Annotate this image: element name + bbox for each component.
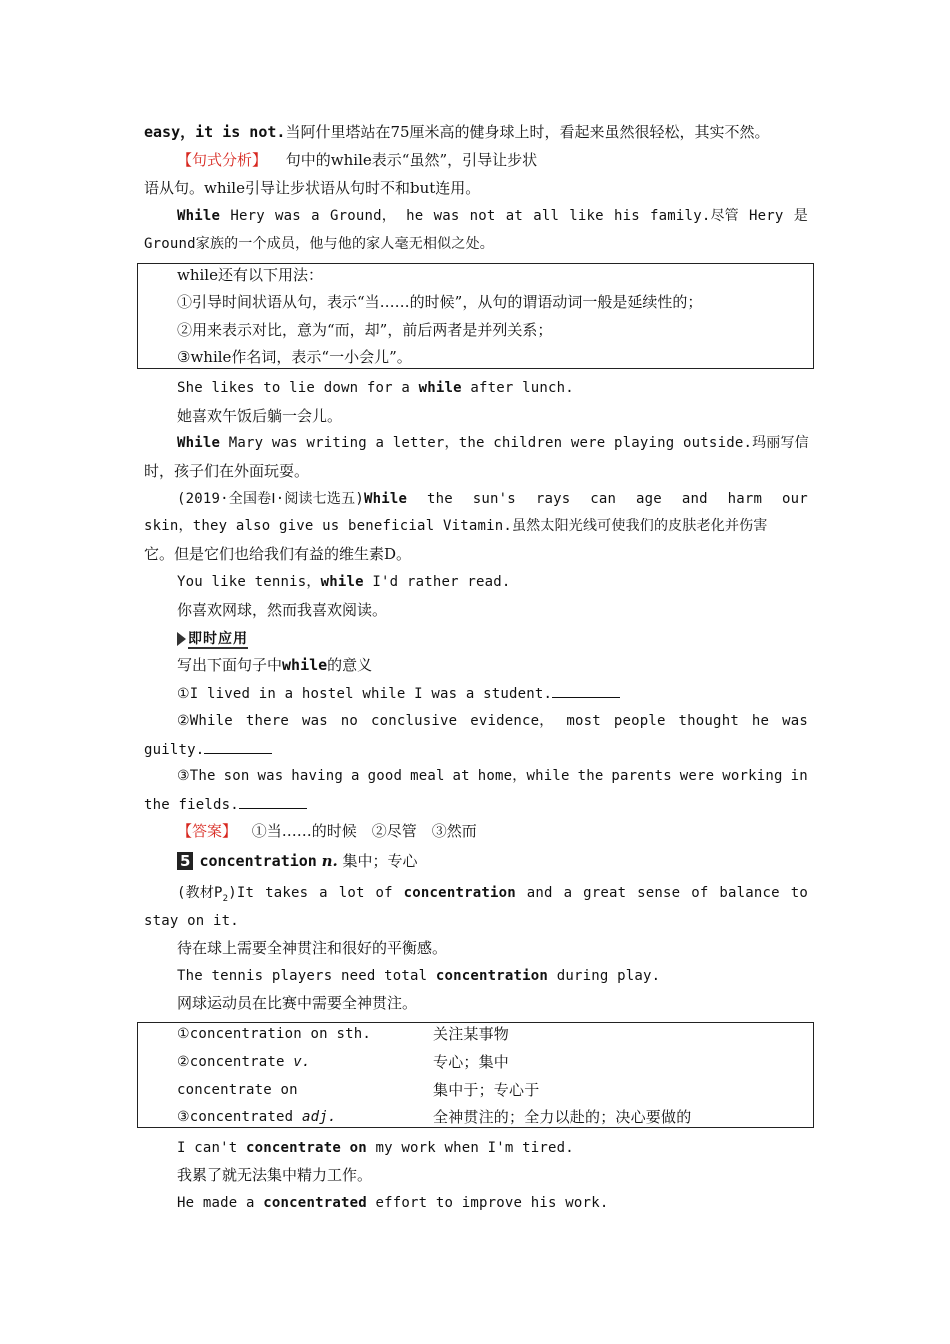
section-label: 【句式分析】 xyxy=(177,151,268,169)
text-line: 语从句。while引导让步状语从句时不和but连用。 xyxy=(144,179,481,197)
text: 的意义 xyxy=(327,656,373,674)
word: conclusive xyxy=(370,713,458,729)
question-1 xyxy=(177,683,808,704)
example-line xyxy=(177,572,808,592)
word: great xyxy=(583,885,627,901)
phrase-en: ①concentration on sth. xyxy=(177,1026,371,1042)
apply-title: 即时应用 xyxy=(188,631,248,647)
text: You like tennis， xyxy=(177,574,321,590)
question-text: the fields. xyxy=(144,797,239,813)
word: a xyxy=(311,208,320,224)
word: and xyxy=(526,885,553,901)
translation-line: 她喜欢午饭后躺一会儿。 xyxy=(177,407,343,425)
bold-word: While xyxy=(363,491,408,507)
word: there xyxy=(245,713,289,729)
text-line xyxy=(177,150,808,170)
word: Hery xyxy=(230,208,265,224)
text-line: stay on it. xyxy=(144,913,239,929)
text: He made a xyxy=(177,1195,264,1211)
word: having xyxy=(291,768,344,784)
word: meal xyxy=(410,768,445,784)
word: was xyxy=(433,208,460,224)
word: no xyxy=(340,713,359,729)
box-line: while还有以下用法： xyxy=(177,266,323,284)
box-line: ①引导时间状语从句，表示“当……的时候”，从句的谓语动词一般是延续性的； xyxy=(177,293,703,311)
answer-blank[interactable] xyxy=(239,794,307,809)
question-2 xyxy=(177,711,808,731)
question-text: ①I lived in a hostel while I was a student. xyxy=(177,686,553,702)
translation-line: 时，孩子们在外面玩耍。 xyxy=(144,462,310,480)
word: sense xyxy=(637,885,681,901)
word: not xyxy=(469,208,496,224)
phrase-zh: 专心；集中 xyxy=(433,1053,510,1071)
word: good xyxy=(367,768,403,784)
bold-word: while xyxy=(282,656,328,674)
phrase-zh: 关注某事物 xyxy=(433,1025,510,1043)
word: like xyxy=(569,208,604,224)
word: most xyxy=(566,713,601,729)
word: all xyxy=(533,208,560,224)
word: son xyxy=(223,768,250,784)
text: (教材P xyxy=(177,885,223,901)
word: ②While xyxy=(177,713,233,729)
question-3-end xyxy=(144,794,808,815)
answer-blank[interactable] xyxy=(552,683,620,698)
phrase-row xyxy=(177,1080,808,1100)
bold-word: concentrated xyxy=(263,1195,367,1211)
box-line: ②用来表示对比，意为“而，却”，前后两者是并列关系； xyxy=(177,321,553,339)
bold-word: While xyxy=(177,435,221,451)
word-heading xyxy=(177,851,808,871)
word: a xyxy=(351,768,360,784)
text: effort to improve his work. xyxy=(366,1195,609,1211)
source xyxy=(177,883,254,909)
example-line xyxy=(177,1193,808,1213)
text: )It xyxy=(228,885,255,901)
bold-word: concentration xyxy=(435,968,549,984)
word: the xyxy=(427,491,453,507)
word: Hery xyxy=(749,208,784,224)
instruction-line xyxy=(177,655,808,675)
word: were xyxy=(679,768,715,784)
text: The tennis players need total xyxy=(177,968,436,984)
part-of-speech: n. xyxy=(321,852,338,870)
bold-word: while xyxy=(320,574,364,590)
word: evidence， xyxy=(470,713,554,729)
word: rays xyxy=(535,491,571,507)
word: takes xyxy=(265,885,309,901)
example-line xyxy=(177,378,808,398)
word: working xyxy=(722,768,783,784)
bold-word: concentrate on xyxy=(246,1140,367,1156)
word: our xyxy=(782,491,808,507)
justified-line xyxy=(177,489,808,509)
phrase-row xyxy=(177,1107,808,1127)
bold-word: While xyxy=(177,208,221,224)
word: was xyxy=(257,768,284,784)
text: Mary was writing a letter，the children were playing outside.玛丽写信 xyxy=(220,435,809,451)
word: thought xyxy=(678,713,739,729)
word: people xyxy=(613,713,666,729)
text: during play. xyxy=(548,968,661,984)
word: and xyxy=(681,491,708,507)
subscript: 2 xyxy=(222,893,229,904)
word: he xyxy=(751,713,770,729)
answer-blank[interactable] xyxy=(204,739,272,754)
phrase-en: ③concentrated xyxy=(177,1109,302,1125)
example-line xyxy=(177,433,808,453)
text: I can't xyxy=(177,1140,247,1156)
word: Ground， xyxy=(329,208,396,224)
apply-heading xyxy=(177,628,808,649)
box-line: ③while作名词，表示“一小会儿”。 xyxy=(177,348,412,366)
question-2-end xyxy=(144,739,808,760)
phrase-row xyxy=(177,1052,808,1072)
word: of xyxy=(691,885,709,901)
text-line xyxy=(144,122,808,142)
word: ③The xyxy=(177,768,216,784)
word-number-badge: 5 xyxy=(177,852,193,870)
word: balance xyxy=(719,885,780,901)
phrase-zh: 集中于；专心于 xyxy=(433,1081,540,1099)
word: was xyxy=(275,208,301,224)
answer-label: 【答案】 xyxy=(177,822,238,840)
headword-meaning: 集中；专心 xyxy=(342,852,418,870)
word: harm xyxy=(727,491,763,507)
word: lot xyxy=(338,885,365,901)
answer-line xyxy=(177,821,808,841)
word: a xyxy=(319,885,328,901)
headword: concentration xyxy=(199,852,317,870)
phrase-row xyxy=(177,1024,808,1044)
question-3 xyxy=(177,766,808,786)
word: in xyxy=(790,768,808,784)
triangle-icon xyxy=(177,632,186,646)
translation-line: 你喜欢网球，然而我喜欢阅读。 xyxy=(177,601,388,619)
justified-line xyxy=(177,883,808,909)
word: sun's xyxy=(472,491,516,507)
text-line: Ground家族的一个成员，他与他的家人毫无相似之处。 xyxy=(144,236,494,252)
word: home，while xyxy=(477,768,570,784)
translation-line: 待在球上需要全神贯注和很好的平衡感。 xyxy=(177,939,448,957)
phrase-zh: 全神贯注的；全力以赴的；决心要做的 xyxy=(433,1108,692,1126)
analysis-text: 句中的while表示“虽然”，引导让步状 xyxy=(285,151,538,169)
text: after lunch. xyxy=(461,380,574,396)
phrase-en: ②concentrate xyxy=(177,1054,294,1070)
example-line xyxy=(177,966,808,986)
text: my work when I'm tired. xyxy=(366,1140,574,1156)
answer-text: ①当……的时候 ②尽管 ③然而 xyxy=(251,822,477,840)
text xyxy=(177,489,407,509)
example-line xyxy=(177,1138,808,1158)
word: can xyxy=(590,491,617,507)
part-of-speech: v. xyxy=(293,1054,311,1070)
word: parents xyxy=(611,768,672,784)
part-of-speech: adj. xyxy=(301,1109,337,1125)
text: She likes to lie down for a xyxy=(177,380,419,396)
text: 写出下面句子中 xyxy=(177,656,283,674)
translation-line: 网球运动员在比赛中需要全神贯注。 xyxy=(177,994,418,1012)
word: of xyxy=(375,885,393,901)
word: at xyxy=(452,768,470,784)
word: he xyxy=(406,208,424,224)
word: a xyxy=(563,885,573,901)
bold-word: concentration xyxy=(403,885,516,901)
word: 是 xyxy=(793,208,808,224)
text: I'd rather read. xyxy=(363,574,511,590)
word: family.尽管 xyxy=(650,208,739,224)
question-text: guilty. xyxy=(144,742,205,758)
text-line: skin，they also give us beneficial Vitamin.虽然太阳光线可使我们的皮肤老化并伤害 xyxy=(144,518,768,534)
phrase-en: concentrate on xyxy=(177,1082,298,1098)
bold-word: while xyxy=(418,380,462,396)
translation-line: 它。但是它们也给我们有益的维生素D。 xyxy=(144,545,412,563)
bold-english: easy，it is not. xyxy=(144,123,286,141)
justified-line xyxy=(177,206,808,226)
word: was xyxy=(301,713,328,729)
chinese-text: 当阿什里塔站在75厘米高的健身球上时，看起来虽然很轻松，其实不然。 xyxy=(285,123,770,141)
word: at xyxy=(505,208,523,224)
word: to xyxy=(790,885,808,901)
translation-line: 我累了就无法集中精力工作。 xyxy=(177,1166,373,1184)
word: age xyxy=(636,491,662,507)
word: his xyxy=(613,208,640,224)
word: was xyxy=(782,713,808,729)
source: (2019·全国卷Ⅰ·阅读七选五) xyxy=(177,491,364,507)
word: the xyxy=(577,768,604,784)
